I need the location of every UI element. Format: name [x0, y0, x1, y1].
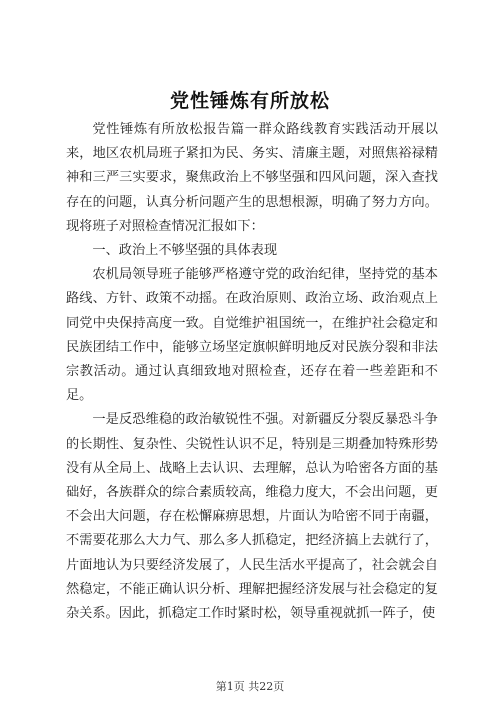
section-heading: 一、政治上不够坚强的具体表现	[92, 243, 278, 259]
paragraph-point-one: 一是反恐维稳的政治敏锐性不强。对新疆反分裂反暴恐斗争的长期性、复杂性、尖锐性认识不足，特别是三期叠加特殊形势没有从全局上、战略上去认识、去理解，总认为哈密各方面的基础好，各族群众的综合素质较高，维稳力度大，不会出问题，更不会出大问题，存在松懈麻痹思想，片面认为哈密不同于南疆，不需要花那么大力气、那么多人抓稳定，把经济搞上去就行了，片面地认为只要经济发展了，人民生活水平提高了，社会就会自然稳定，不能正确认识分析、理解把握经济发展与社会稳定的复杂关系。因此，抓稳定工作时紧时松，领导重视就抓一阵子，使	[66, 412, 438, 622]
paragraph-overview: 农机局领导班子能够严格遵守党的政治纪律，坚持党的基本路线、方针、政策不动摇。在政治原则、政治立场、政治观点上同党中央保持高度一致。自觉维护祖国统一，在维护社会稳定和民族团结工作中，能够立场坚定旗帜鲜明地反对民族分裂和非法宗教活动。通过认真细致地对照检查，还存在着一些差距和不足。	[66, 267, 438, 404]
page-footer: 第1页 共22页	[215, 680, 285, 693]
document-title: 党性锤炼有所放松	[169, 90, 330, 112]
document-body	[66, 118, 438, 626]
paragraph-intro: 党性锤炼有所放松报告篇一群众路线教育实践活动开展以来，地区农机局班子紧扣为民、务实、清廉主题，对照焦裕禄精神和三严三实要求，聚焦政治上不够坚强和四风问题，深入查找存在的问题，认真分析问题产生的思想根源，明确了努力方向。现将班子对照检查情况汇报如下：	[66, 122, 438, 234]
